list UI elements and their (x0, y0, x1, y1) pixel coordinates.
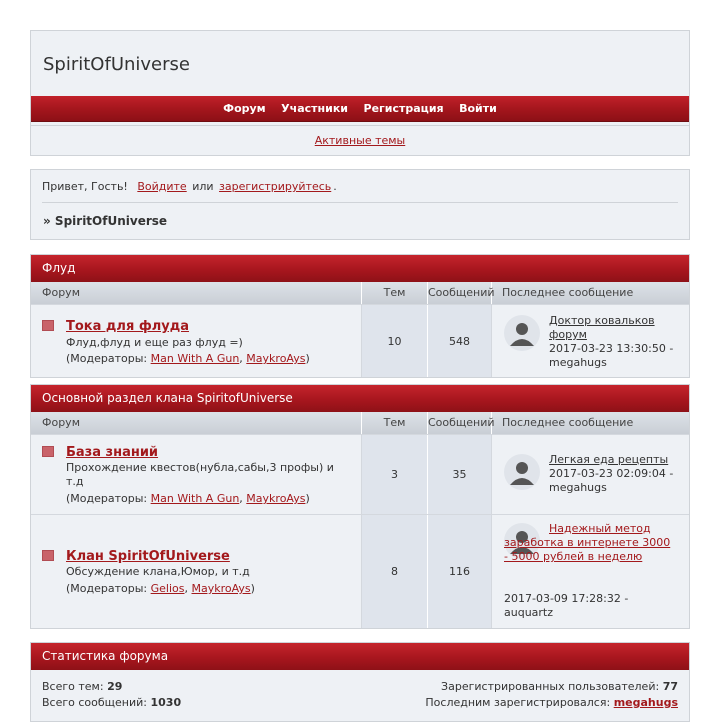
forum-header (30, 30, 690, 156)
last-post-title-wrap (504, 522, 674, 564)
forum-moderators: (Модераторы: Man With A Gun, MaykroAys) (66, 492, 310, 505)
total-posts (42, 696, 181, 709)
forum-cell (31, 515, 362, 628)
nav-members[interactable]: Участники (281, 102, 349, 115)
moderator-link[interactable]: MaykroAys (246, 492, 306, 505)
main-navbar (31, 96, 689, 122)
last-registered-label: Последним зарегистрировался: (425, 696, 611, 709)
moderator-link[interactable]: MaykroAys (191, 582, 251, 595)
sub-navbar (31, 125, 689, 156)
forum-status-icon (42, 320, 54, 331)
col-forum: Форум (31, 282, 362, 304)
nav-forum[interactable]: Форум (223, 102, 266, 115)
greeting-dot: . (333, 180, 337, 193)
greeting-line (42, 180, 337, 194)
moderators-label: (Модераторы: (66, 352, 148, 365)
category-main (30, 384, 690, 629)
col-posts: Сообщений (428, 412, 492, 434)
divider (42, 202, 678, 203)
last-post-date: 2017-03-23 13:30:50 - (549, 342, 674, 355)
forum-title-link[interactable]: Тока для флуда (66, 319, 189, 334)
forum-moderators: (Модераторы: Man With A Gun, MaykroAys) (66, 352, 310, 365)
register-link[interactable]: зарегистрируйтесь (219, 180, 332, 193)
nav-login[interactable]: Войти (459, 102, 497, 115)
stats-title: Статистика форума (31, 643, 689, 670)
col-last-post: Последнее сообщение (502, 286, 634, 299)
active-topics-link[interactable]: Активные темы (314, 134, 406, 147)
or-text: или (192, 180, 214, 193)
nav-register[interactable]: Регистрация (363, 102, 444, 115)
last-registered (425, 696, 678, 709)
last-post-date: 2017-03-23 02:09:04 - (549, 467, 674, 480)
last-post-title-link[interactable]: Надежный метод заработка в интернете 3000 - 5000 рублей в неделю (504, 522, 671, 563)
last-post-user: megahugs (549, 481, 607, 494)
total-posts-value: 1030 (150, 696, 182, 709)
user-avatar-icon (504, 315, 540, 351)
registered-label: Зарегистрированных пользователей: (441, 680, 660, 693)
forum-moderators: (Модераторы: Gelios, MaykroAys) (66, 582, 255, 595)
moderator-link[interactable]: Gelios (150, 582, 185, 595)
category-flood (30, 254, 690, 378)
col-last-post: Последнее сообщение (502, 416, 634, 429)
topics-count: 8 (362, 515, 428, 628)
forum-stats (30, 642, 690, 722)
total-topics (42, 680, 122, 693)
total-topics-value: 29 (107, 680, 123, 693)
col-forum: Форум (31, 412, 362, 434)
last-post-cell (492, 305, 689, 377)
forum-status-icon (42, 446, 54, 457)
last-post-user: auquartz (504, 606, 554, 619)
moderators-label: (Модераторы: (66, 492, 148, 505)
moderators-label: (Модераторы: (66, 582, 148, 595)
col-topics: Тем (362, 282, 428, 304)
forum-title-link[interactable]: База знаний (66, 445, 159, 460)
posts-count: 35 (428, 435, 492, 514)
login-link[interactable]: Войдите (137, 180, 187, 193)
col-posts: Сообщений (428, 282, 492, 304)
column-headers (31, 412, 689, 434)
total-posts-label: Всего сообщений: (42, 696, 147, 709)
registered-users (441, 680, 678, 693)
forum-cell (31, 435, 362, 514)
last-post-user: megahugs (549, 356, 607, 369)
welcome-box (30, 169, 690, 240)
forum-description: Обсуждение клана,Юмор, и т.д (66, 565, 250, 578)
column-headers (31, 282, 689, 304)
site-title: SpiritOfUniverse (43, 54, 190, 75)
last-post-cell (492, 435, 689, 514)
last-registered-user-link[interactable]: megahugs (613, 696, 678, 709)
forum-status-icon (42, 550, 54, 561)
moderator-link[interactable]: Man With A Gun (150, 492, 240, 505)
last-post-title-link[interactable]: Доктор ковальков форум (549, 314, 655, 341)
topics-count: 3 (362, 435, 428, 514)
moderator-link[interactable]: Man With A Gun (150, 352, 240, 365)
moderator-link[interactable]: MaykroAys (246, 352, 306, 365)
forum-cell (31, 305, 362, 377)
col-topics: Тем (362, 412, 428, 434)
forum-row (31, 434, 689, 514)
last-post-title-link[interactable]: Легкая еда рецепты (549, 453, 669, 466)
forum-description: Прохождение квестов(нубла,сабы,3 профы) и т.д (66, 461, 334, 488)
posts-count: 548 (428, 305, 492, 377)
topics-count: 10 (362, 305, 428, 377)
total-topics-label: Всего тем: (42, 680, 104, 693)
forum-title-link[interactable]: Клан SpiritOfUniverse (66, 549, 230, 564)
forum-row (31, 304, 689, 377)
last-post-date: 2017-03-09 17:28:32 - (504, 592, 629, 605)
registered-value: 77 (662, 680, 678, 693)
posts-count: 116 (428, 515, 492, 628)
breadcrumb: » SpiritOfUniverse (43, 214, 168, 228)
greeting-text: Привет, Гость! (42, 180, 128, 193)
user-avatar-icon (504, 454, 540, 490)
category-title: Основной раздел клана SpiritofUniverse (31, 385, 689, 412)
forum-row (31, 514, 689, 628)
last-post-cell (492, 515, 689, 628)
category-title: Флуд (31, 255, 689, 282)
forum-description: Флуд,флуд и еще раз флуд =) (66, 336, 243, 349)
